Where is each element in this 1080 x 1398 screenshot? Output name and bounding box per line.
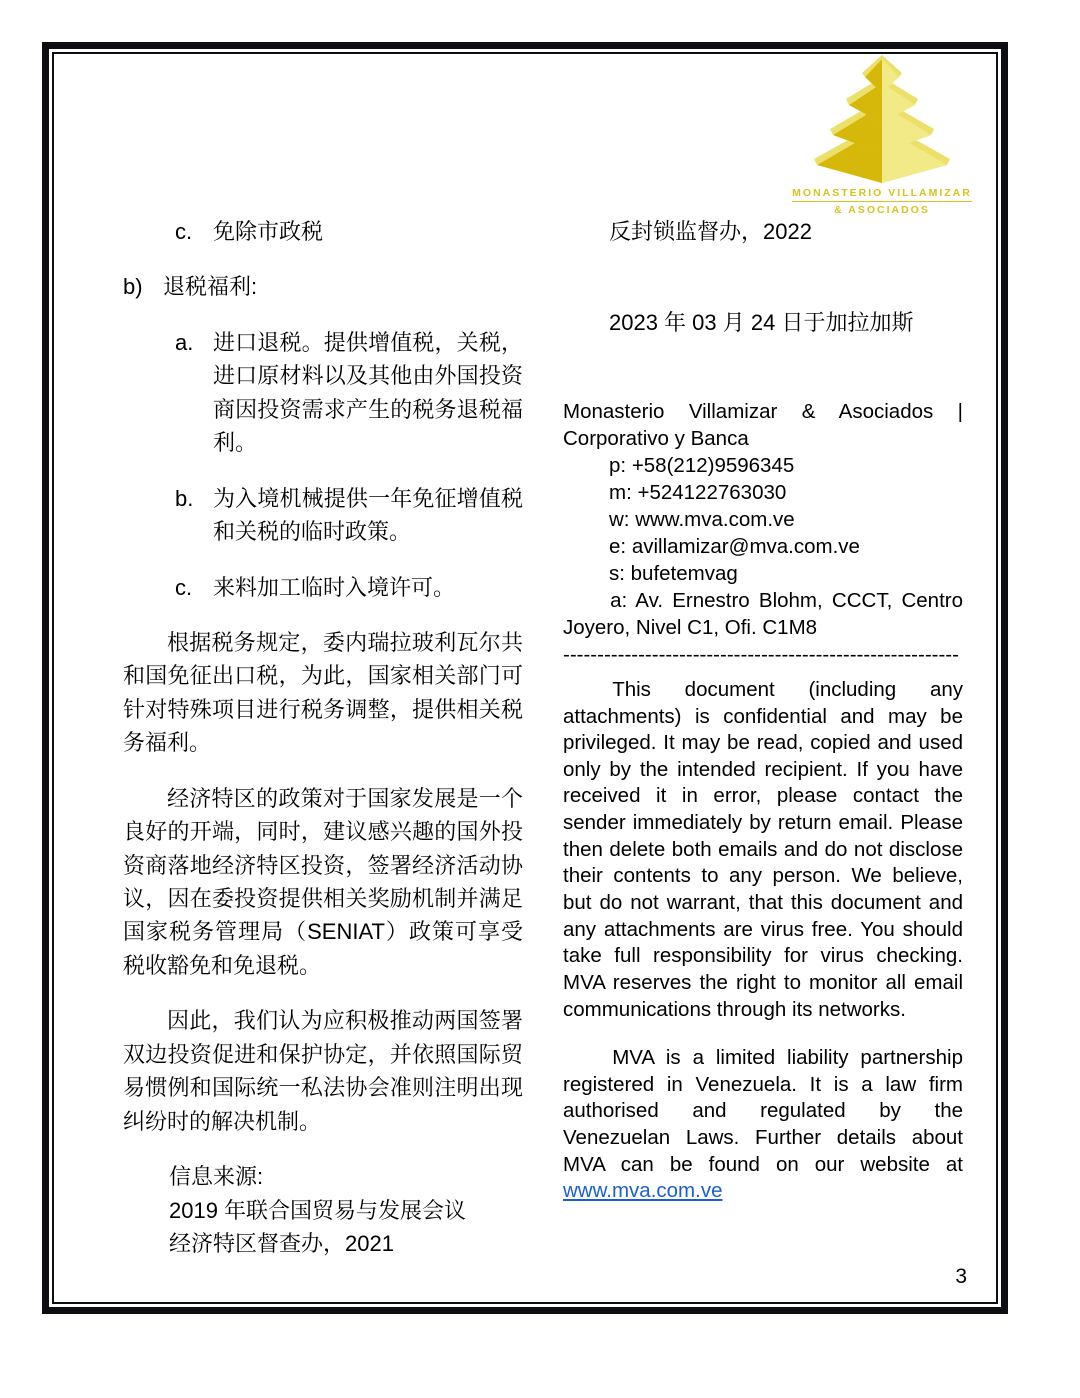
page-number: 3: [955, 1265, 967, 1288]
disclaimer-partnership: [563, 1045, 963, 1205]
contact-value[interactable]: www.mva.com.ve: [635, 508, 795, 532]
list-item: [175, 482, 523, 549]
contact-key: m:: [609, 481, 632, 505]
pyramid-icon: [787, 55, 977, 183]
signature-block: [563, 398, 963, 667]
list-item: [123, 270, 523, 303]
source-line-2: 经济特区督查办，2021: [169, 1230, 394, 1256]
website-link[interactable]: www.mva.com.ve: [563, 1179, 723, 1203]
list-marker: b): [123, 274, 143, 300]
document-date: 2023 年 03 月 24 日于加拉加斯: [609, 310, 914, 336]
logo-company-name: MONASTERIO VILLAMIZAR: [792, 187, 972, 202]
list-marker: c.: [175, 574, 193, 600]
firm-name: Monasterio Villamizar & Asociados | Corporativo y Banca: [563, 399, 963, 450]
list-item: [175, 215, 523, 248]
logo-company-sub: & ASOCIADOS: [834, 204, 930, 217]
source-block: [169, 1160, 523, 1260]
list-marker: b.: [175, 485, 194, 511]
contact-phone: [563, 452, 963, 479]
left-column: [123, 215, 523, 1260]
page-content: [55, 55, 1005, 1305]
contact-value: +524122763030: [637, 481, 787, 505]
source-line-1: 2019 年联合国贸易与发展会议: [169, 1197, 467, 1223]
contact-value: bufetemvag: [630, 562, 738, 586]
list-item-text: 进口退税。提供增值税，关税，进口原材料以及其他由外国投资商因投资需求产生的税务退税福利。: [213, 329, 523, 456]
list-marker: a.: [175, 329, 194, 355]
contact-address: a: Av. Ernestro Blohm, CCCT, Centro Joyero, Nivel C1, Ofi. C1M8: [563, 589, 963, 640]
source-reference: 反封锁监督办，2022: [609, 219, 812, 244]
separator-line: ----------------------------------------------------------: [563, 643, 959, 667]
disclaimer-confidentiality: This document (including any attachments) is confidential and may be privileged. It may be read, copied and used only by the intended recipient. If you have received it in error, please contact the sender immediately by return email. Please then delete both emails and do not disclose their contents to any person. We believe, but do not warrant, that this document and any attachments are virus free. You should take full responsibility for virus checking. MVA reserves the right to monitor all email communications through its networks.: [563, 677, 963, 1021]
contact-skype: [563, 560, 963, 587]
contact-mobile: [563, 479, 963, 506]
paragraph-special-zone: 经济特区的政策对于国家发展是一个良好的开端，同时，建议感兴趣的国外投资商落地经济特区投资，签署经济活动协议，因在委投资提供相关奖励机制并满足国家税务管理局（SENIAT）政策可享受税收豁免和免退税。: [123, 785, 523, 978]
list-item: [175, 326, 523, 460]
contact-value: +58(212)9596345: [631, 453, 795, 477]
paragraph-bilateral: 因此，我们认为应积极推动两国签署双边投资促进和保护协定，并依照国际贸易惯例和国际统一私法协会准则注明出现纠纷时的解决机制。: [123, 1008, 523, 1134]
list-item-text: 退税福利:: [163, 274, 258, 300]
source-label: 信息来源:: [169, 1164, 264, 1190]
right-column: [563, 215, 963, 1227]
contact-key: p:: [609, 453, 627, 477]
list-item: [175, 571, 523, 604]
list-marker: c.: [175, 219, 193, 244]
contact-key: e:: [609, 535, 627, 559]
contact-key: s:: [609, 562, 625, 586]
list-item-text: 免除市政税: [213, 219, 324, 244]
contact-website: [563, 506, 963, 533]
disclaimer-text: MVA is a limited liability partnership registered in Venezuela. It is a law firm authorised and regulated by the Venezuelan Laws. Further details about MVA can be found on our website at: [563, 1046, 963, 1176]
contact-value[interactable]: avillamizar@mva.com.ve: [631, 535, 860, 559]
contact-email: [563, 533, 963, 560]
contact-key: w:: [609, 508, 630, 532]
paragraph-tax-regulation: 根据税务规定，委内瑞拉玻利瓦尔共和国免征出口税，为此，国家相关部门可针对特殊项目进行税务调整，提供相关税务福利。: [123, 629, 523, 756]
list-item-text: 为入境机械提供一年免征增值税和关税的临时政策。: [213, 485, 523, 545]
list-item-text: 来料加工临时入境许可。: [213, 574, 456, 600]
company-logo: [767, 55, 997, 219]
